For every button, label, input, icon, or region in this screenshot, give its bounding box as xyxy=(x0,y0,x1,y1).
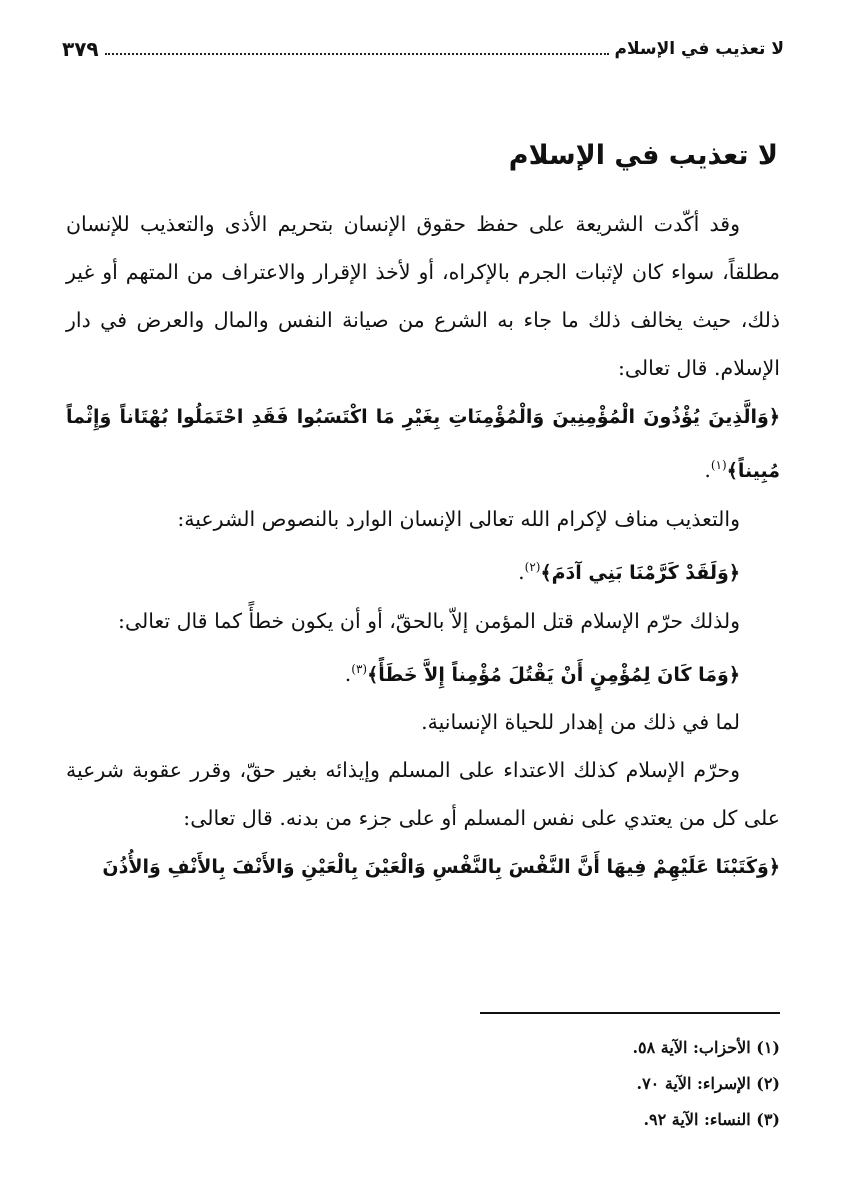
footnote-2: (٢) الإسراء: الآية ٧٠. xyxy=(636,1074,780,1093)
verse-text: ﴿وَكَتَبْنَا عَلَيْهِمْ فِيهَا أَنَّ النَّفْسَ بِالنَّفْسِ وَالْعَيْنَ بِالْعَيْنِ وَالأَنْفَ بِالأَنْفِ وَالأُذُنَ xyxy=(102,856,780,879)
verse-text: ﴿وَلَقَدْ كَرَّمْنَا بَنِي آدَمَ﴾ xyxy=(540,561,740,584)
running-header xyxy=(62,34,784,64)
footnote-3: (٣) النساء: الآية ٩٢. xyxy=(643,1110,780,1129)
paragraph-1: وقد أكّدت الشريعة على حفظ حقوق الإنسان بتحريم الأذى والتعذيب للإنسان مطلقاً، سواء كان لإثبات الجرم بالإكراه، أو لأخذ الإقرار والاعتراف من المتهم أو غير ذلك، حيث يخالف ذلك ما جاء به الشرع من صيانة النفس والمال والعرض في دار الإسلام. قال تعالى: xyxy=(66,212,780,380)
paragraph-4: لما في ذلك من إهدار للحياة الإنسانية. xyxy=(421,710,740,735)
body-text xyxy=(66,200,780,891)
verse-text: ﴿وَمَا كَانَ لِمُؤْمِنٍ أَنْ يَقْتُلَ مُؤْمِناً إِلاَّ خَطَأً﴾ xyxy=(367,663,740,686)
quran-verse-3: ﴿وَمَا كَانَ لِمُؤْمِنٍ أَنْ يَقْتُلَ مُؤْمِناً إِلاَّ خَطَأً﴾$^{(٣)}$. xyxy=(344,661,740,686)
page-number: ٣٧٩ xyxy=(62,37,99,61)
paragraph-3: ولذلك حرّم الإسلام قتل المؤمن إلاّ بالحقّ، أو أن يكون خطأً كما قال تعالى: xyxy=(118,608,740,633)
footnote-ref-2: (٢) xyxy=(524,559,541,574)
footnote-1: (١) الأحزاب: الآية ٥٨. xyxy=(632,1038,780,1057)
verse-text: ﴿وَالَّذِينَ يُؤْذُونَ الْمُؤْمِنِينَ وَالْمُؤْمِنَاتِ بِغَيْرِ مَا اكْتَسَبُوا فَقَدِ احْتَمَلُوا بُهْتَاناً وَإِثْماً مُبِيناً﴾ xyxy=(66,406,780,482)
footnote-ref-3: (٣) xyxy=(351,661,368,676)
paragraph-5: وحرّم الإسلام كذلك الاعتداء على المسلم وإيذائه بغير حقّ، وقرر عقوبة شرعية على كل من يعتدي على نفس المسلم أو على جزء من بدنه. قال تعالى: xyxy=(66,758,780,831)
section-title: لا تعذيب في الإسلام xyxy=(508,140,778,171)
running-title: لا تعذيب في الإسلام xyxy=(614,39,784,59)
footnotes xyxy=(66,1030,780,1138)
footnote-ref-1: (١) xyxy=(710,458,727,472)
header-leader-dots xyxy=(105,43,609,55)
paragraph-2: والتعذيب مناف لإكرام الله تعالى الإنسان الوارد بالنصوص الشرعية: xyxy=(177,506,740,531)
quran-verse-1: ﴿وَالَّذِينَ يُؤْذُونَ الْمُؤْمِنِينَ وَالْمُؤْمِنَاتِ بِغَيْرِ مَا اكْتَسَبُوا فَقَدِ احْتَمَلُوا بُهْتَاناً وَإِثْماً مُبِيناً﴾$^{(١)}$. xyxy=(66,406,780,482)
quran-verse-2: ﴿وَلَقَدْ كَرَّمْنَا بَنِي آدَمَ﴾$^{(٢)}$. xyxy=(518,559,740,584)
quran-verse-4 xyxy=(66,842,780,891)
footnote-separator xyxy=(480,1012,780,1014)
